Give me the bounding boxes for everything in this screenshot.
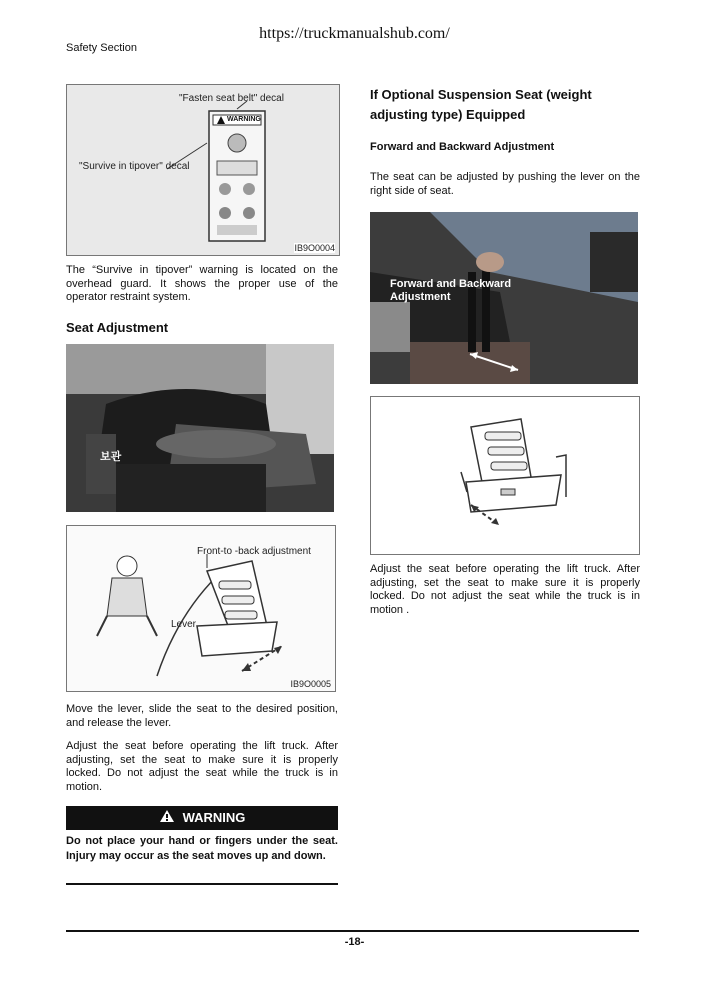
operator-seat-illustration — [66, 344, 334, 512]
lever-label: Lever — [171, 619, 197, 630]
warning-title: WARNING — [182, 810, 246, 825]
figure-code: IB9O0004 — [294, 243, 335, 253]
suspension-seat-illustration — [371, 397, 639, 554]
forward-backward-photo-label: Forward and Backward Adjustment — [390, 278, 512, 303]
forward-backward-subheading: Forward and Backward Adjustment — [370, 141, 555, 153]
fasten-seat-belt-label: "Fasten seat belt" decal — [179, 93, 284, 104]
survive-tipover-label: "Survive in tipover" decal — [79, 161, 190, 172]
source-url: https://truckmanualshub.com/ — [259, 25, 450, 42]
adjust-seat-paragraph: Adjust the seat before operating the lift truck. After adjusting, set the seat to make sure it is properly locked. Do not adjust the seat while the truck is in motion. — [66, 740, 338, 793]
footer-rule — [66, 930, 639, 932]
page-number: -18- — [344, 936, 365, 948]
adjust-seat-paragraph-right: Adjust the seat before operating the lift truck. After adjusting, set the seat to make sure it is properly locked. Do not adjust the seat while the truck is in motion . — [370, 563, 640, 616]
suspension-seat-heading: If Optional Suspension Seat (weight adjusting type) Equipped — [370, 87, 592, 122]
figure-code: IB9O0005 — [290, 679, 331, 689]
warning-triangle-icon — [159, 807, 175, 831]
move-lever-paragraph: Move the lever, slide the seat to the desired position, and release the lever. — [66, 703, 338, 729]
warning-text: Do not place your hand or fingers under the seat. Injury may occur as the seat moves up and down. — [66, 835, 338, 862]
adjustment-figure — [66, 525, 336, 692]
warning-banner — [66, 806, 338, 830]
push-lever-paragraph: The seat can be adjusted by pushing the lever on the right side of seat. — [370, 171, 640, 197]
suspension-seat-figure — [370, 396, 640, 555]
lever-photo — [370, 212, 638, 384]
seat-adjustment-heading: Seat Adjustment — [66, 320, 169, 335]
tipover-paragraph: The “Survive in tipover” warning is located on the overhead guard. It shows the proper use of the operator restraint system. — [66, 264, 338, 304]
section-label: Safety Section — [66, 42, 137, 54]
warning-bottom-rule — [66, 883, 338, 885]
decal-figure — [66, 84, 340, 256]
seat-korean-label: 보관 — [100, 451, 122, 463]
front-to-back-label: Front-to -back adjustment — [197, 546, 311, 557]
operator-seat-photo — [66, 344, 334, 512]
decal-warning-word: WARNING — [227, 116, 261, 123]
